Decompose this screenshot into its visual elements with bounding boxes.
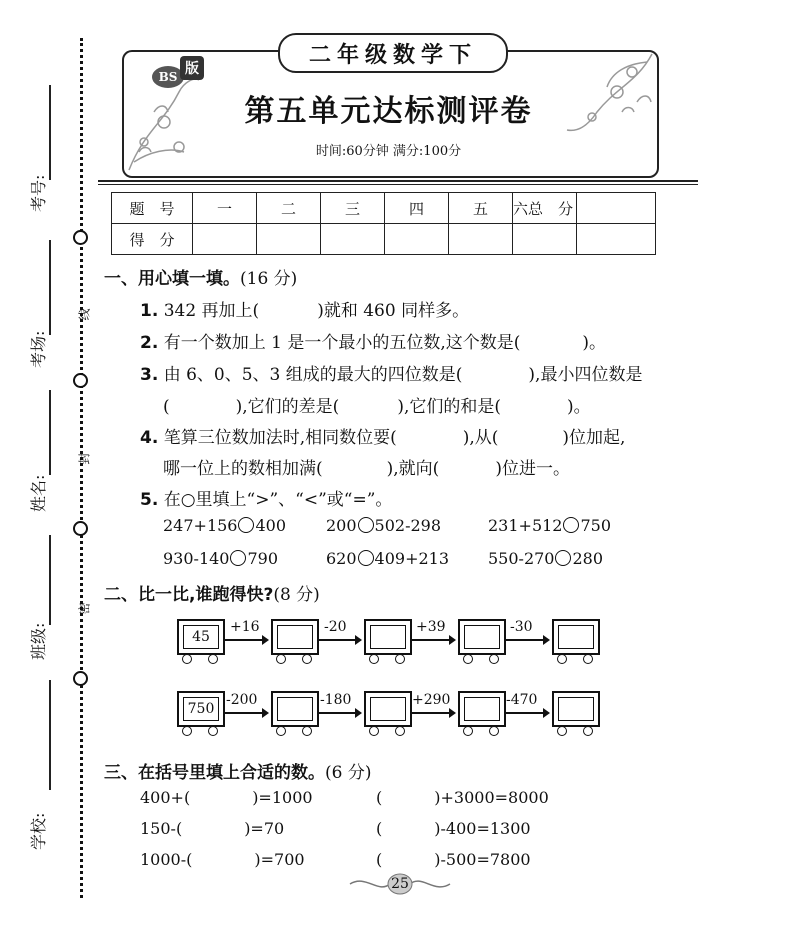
cart-answer-box[interactable] <box>558 697 594 721</box>
edition-badge: BS <box>152 66 184 88</box>
exam-number-line <box>49 85 51 180</box>
score-cell: 六总 分 <box>513 193 577 224</box>
binding-ring <box>73 521 88 536</box>
arrow <box>225 639 267 641</box>
fill-item <box>376 819 531 838</box>
operation-label: -20 <box>324 619 347 635</box>
question-2 <box>140 328 606 353</box>
race-cart <box>271 691 319 727</box>
operation-label: -180 <box>320 692 352 708</box>
compare-circle[interactable] <box>563 517 579 533</box>
question-text: ),最小四位数是 <box>528 365 643 385</box>
cart-wheel <box>302 654 312 664</box>
question-3 <box>140 360 642 385</box>
expression-right: )+3000=8000 <box>434 788 549 807</box>
expression-left: 200 <box>326 516 357 535</box>
race-cart <box>458 691 506 727</box>
class-line <box>49 535 51 625</box>
score-input-cell[interactable] <box>385 224 449 255</box>
question-text: )。 <box>566 397 591 417</box>
expression-right: 502-298 <box>374 516 442 535</box>
question-3-line-2 <box>163 392 591 417</box>
operation-label: +16 <box>230 619 260 635</box>
score-table-score-row <box>112 224 656 255</box>
edition-word: 版 <box>180 56 204 80</box>
cart-answer-box[interactable] <box>277 625 313 649</box>
grade-ribbon-text: 二年级数学下 <box>308 42 477 68</box>
exam-room-label: 考场: <box>29 330 48 368</box>
question-text: 在○里填上“>”、“<”或“=”。 <box>163 490 393 510</box>
binding-ring <box>73 671 88 686</box>
expression-right: 280 <box>572 549 604 568</box>
question-text: 笔算三位数加法时,相同数位要( <box>163 428 397 448</box>
score-cell: 五 <box>449 193 513 224</box>
cart-wheel <box>208 654 218 664</box>
arrow <box>225 712 267 714</box>
cart-value: 750 <box>183 697 219 721</box>
fill-item <box>376 850 531 869</box>
race-cart <box>271 619 319 655</box>
question-4 <box>140 423 625 448</box>
fill-item <box>140 788 313 807</box>
score-cell: 一 <box>193 193 257 224</box>
question-text: 有一个数加上 1 是一个最小的五位数,这个数是( <box>163 333 521 353</box>
question-text: ),就向( <box>386 459 440 479</box>
expression-left: 400+( <box>140 788 191 807</box>
compare-circle[interactable] <box>358 517 374 533</box>
race-cart <box>458 619 506 655</box>
time-and-score: 时间:60分钟 满分:100分 <box>315 144 462 159</box>
cart-wheel <box>395 726 405 736</box>
section-3-title: 三、在括号里填上合适的数。 <box>104 763 325 783</box>
race-cart <box>552 691 600 727</box>
arrow <box>506 639 548 641</box>
cart-wheel <box>302 726 312 736</box>
cart-wheel <box>276 654 286 664</box>
cart-answer-box[interactable] <box>370 697 406 721</box>
section-1-title: 一、用心填一填。 <box>104 269 240 289</box>
cart-wheel <box>463 726 473 736</box>
score-input-cell[interactable] <box>577 224 656 255</box>
cart-wheel <box>489 654 499 664</box>
score-cell: 得 分 <box>112 224 193 255</box>
score-cell: 题 号 <box>112 193 193 224</box>
question-text: 哪一位上的数相加满( <box>163 459 323 479</box>
header-divider <box>98 180 698 185</box>
expression-right: 790 <box>247 549 279 568</box>
binding-ring <box>73 230 88 245</box>
name-label: 姓名: <box>29 474 48 512</box>
operation-label: -200 <box>226 692 258 708</box>
score-input-cell[interactable] <box>257 224 321 255</box>
question-number: 1. <box>140 301 159 321</box>
cart-wheel <box>182 654 192 664</box>
arrow <box>319 639 360 641</box>
fill-item <box>376 788 549 807</box>
fill-item <box>140 850 305 869</box>
score-input-cell[interactable] <box>193 224 257 255</box>
race-cart <box>364 691 412 727</box>
section-3-points: (6 分) <box>325 763 372 783</box>
race-cart <box>552 619 600 655</box>
question-number: 4. <box>140 428 159 448</box>
comparison-item <box>488 549 603 568</box>
cart-wheel <box>369 654 379 664</box>
binding-word-line: 线 <box>77 308 92 321</box>
cart-wheel <box>276 726 286 736</box>
expression-right: 409+213 <box>374 549 450 568</box>
score-input-cell[interactable] <box>321 224 385 255</box>
expression-left: 1000-( <box>140 850 193 869</box>
exam-number-label: 考号: <box>29 174 48 212</box>
comparison-item <box>163 549 278 568</box>
arrow <box>319 712 360 714</box>
expression-left: ( <box>376 788 383 807</box>
cart-answer-box[interactable] <box>558 625 594 649</box>
question-text: ( <box>163 397 170 417</box>
fill-item <box>140 819 284 838</box>
operation-label: -470 <box>506 692 538 708</box>
expression-left: 150-( <box>140 819 183 838</box>
expression-right: 750 <box>580 516 612 535</box>
cart-wheel <box>463 654 473 664</box>
school-label: 学校: <box>29 812 48 850</box>
cart-wheel <box>583 654 593 664</box>
race-cart <box>177 691 225 727</box>
school-line <box>49 680 51 790</box>
score-cell <box>577 193 656 224</box>
question-text: )。 <box>582 333 607 353</box>
section-2-points: (8 分) <box>273 585 320 605</box>
question-number: 5. <box>140 490 159 510</box>
expression-right: 400 <box>255 516 287 535</box>
compare-circle[interactable] <box>555 550 571 566</box>
comparison-item <box>163 516 286 535</box>
expression-right: )=1000 <box>252 788 313 807</box>
binding-dotted-line <box>80 38 83 898</box>
compare-circle[interactable] <box>358 550 374 566</box>
question-4-line-2 <box>163 454 570 479</box>
cart-wheel <box>182 726 192 736</box>
score-input-cell[interactable] <box>449 224 513 255</box>
question-text: )位进一。 <box>495 459 570 479</box>
compare-circle[interactable] <box>230 550 246 566</box>
cart-wheel <box>208 726 218 736</box>
score-cell: 三 <box>321 193 385 224</box>
question-text: ),从( <box>462 428 499 448</box>
question-text: ),它们的差是( <box>235 397 340 417</box>
question-text: )位加起, <box>562 428 626 448</box>
class-label: 班级: <box>29 622 48 660</box>
cart-answer-box[interactable] <box>370 625 406 649</box>
expression-right: )-500=7800 <box>434 850 531 869</box>
compare-circle[interactable] <box>238 517 254 533</box>
cart-wheel <box>489 726 499 736</box>
grade-ribbon <box>278 33 508 73</box>
race-cart <box>177 619 225 655</box>
expression-left: ( <box>376 819 383 838</box>
cart-answer-box[interactable] <box>464 697 500 721</box>
exam-room-line <box>49 240 51 335</box>
expression-left: 550-270 <box>488 549 555 568</box>
arrow <box>412 639 454 641</box>
expression-left: 620 <box>326 549 357 568</box>
expression-left: 247+156 <box>163 516 238 535</box>
arrow <box>506 712 548 714</box>
score-table-header-row <box>112 193 656 224</box>
section-1-points: (16 分) <box>240 269 298 289</box>
name-line <box>49 390 51 475</box>
cart-value: 45 <box>183 625 219 649</box>
binding-word-seal: 封 <box>77 452 92 465</box>
operation-label: +39 <box>416 619 446 635</box>
question-5 <box>140 485 392 510</box>
binding-word-secret: 密 <box>77 602 92 615</box>
question-number: 3. <box>140 365 159 385</box>
expression-right: )-400=1300 <box>434 819 531 838</box>
cart-wheel <box>395 654 405 664</box>
arrow <box>412 712 454 714</box>
operation-label: -30 <box>510 619 533 635</box>
comparison-item <box>326 549 449 568</box>
expression-right: )=70 <box>244 819 285 838</box>
binding-ring <box>73 373 88 388</box>
question-text: 342 再加上( <box>163 301 260 321</box>
score-input-cell[interactable] <box>513 224 577 255</box>
comparison-item <box>326 516 441 535</box>
page-number-ornament <box>348 872 452 896</box>
question-text: ),它们的和是( <box>397 397 501 417</box>
score-cell: 四 <box>385 193 449 224</box>
question-text: 由 6、0、5、3 组成的最大的四位数是( <box>163 365 463 385</box>
cart-answer-box[interactable] <box>277 697 313 721</box>
question-number: 2. <box>140 333 159 353</box>
page-number: 25 <box>391 876 409 892</box>
page-title: 第五单元达标测评卷 <box>244 94 533 129</box>
expression-right: )=700 <box>254 850 305 869</box>
question-1 <box>140 296 469 321</box>
operation-label: +290 <box>412 692 451 708</box>
section-2-title: 二、比一比,谁跑得快? <box>104 585 274 605</box>
expression-left: ( <box>376 850 383 869</box>
comparison-item <box>488 516 611 535</box>
cart-wheel <box>583 726 593 736</box>
cart-wheel <box>557 654 567 664</box>
question-text: )就和 460 同样多。 <box>317 301 470 321</box>
section-1-heading <box>104 264 297 289</box>
expression-left: 231+512 <box>488 516 563 535</box>
race-cart <box>364 619 412 655</box>
section-3-heading <box>104 758 371 783</box>
score-cell: 二 <box>257 193 321 224</box>
cart-wheel <box>369 726 379 736</box>
section-2-heading <box>104 580 320 605</box>
cart-wheel <box>557 726 567 736</box>
expression-left: 930-140 <box>163 549 230 568</box>
score-table <box>111 192 656 255</box>
cart-answer-box[interactable] <box>464 625 500 649</box>
